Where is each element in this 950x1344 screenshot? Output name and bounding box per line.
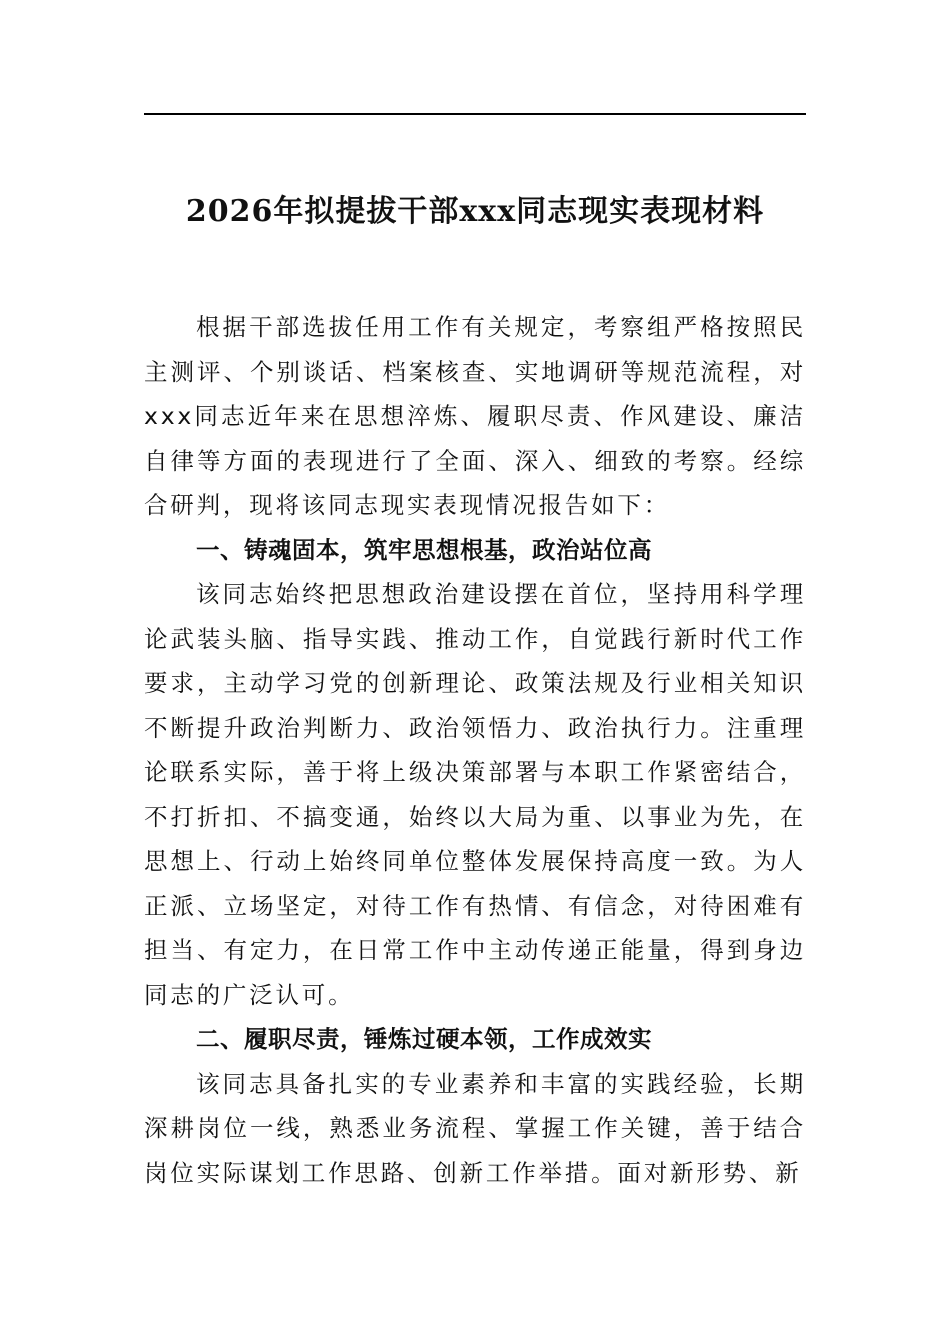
section-2-paragraph: 该同志具备扎实的专业素养和丰富的实践经验，长期深耕岗位一线，熟悉业务流程、掌握工作关键，善于结合岗位实际谋划工作思路、创新工作举措。面对新形势、新 (144, 1069, 806, 1187)
document-body (144, 305, 806, 1195)
section-1-heading: 一、铸魂固本，筑牢思想根基，政治站位高 (196, 535, 652, 564)
intro-paragraph: 根据干部选拔任用工作有关规定，考察组严格按照民主测评、个别谈话、档案核查、实地调研等规范流程，对xxx同志近年来在思想淬炼、履职尽责、作风建设、廉洁自律等方面的表现进行了全面、深入、细致的考察。经综合研判，现将该同志现实表现情况报告如下： (144, 313, 806, 519)
header-rule (144, 113, 806, 115)
document-title: 2026年拟提拔干部xxx同志现实表现材料 (185, 194, 765, 229)
section-1-paragraph: 该同志始终把思想政治建设摆在首位，坚持用科学理论武装头脑、指导实践、推动工作，自觉践行新时代工作要求，主动学习党的创新理论、政策法规及行业相关知识不断提升政治判断力、政治领悟力、政治执行力。注重理论联系实际，善于将上级决策部署与本职工作紧密结合，不打折扣、不搞变通，始终以大局为重、以事业为先，在思想上、行动上始终同单位整体发展保持高度一致。为人正派、立场坚定，对待工作有热情、有信念，对待困难有担当、有定力，在日常工作中主动传递正能量，得到身边同志的广泛认可。 (144, 580, 806, 1009)
section-2-heading: 二、履职尽责，锤炼过硬本领，工作成效实 (196, 1025, 652, 1053)
